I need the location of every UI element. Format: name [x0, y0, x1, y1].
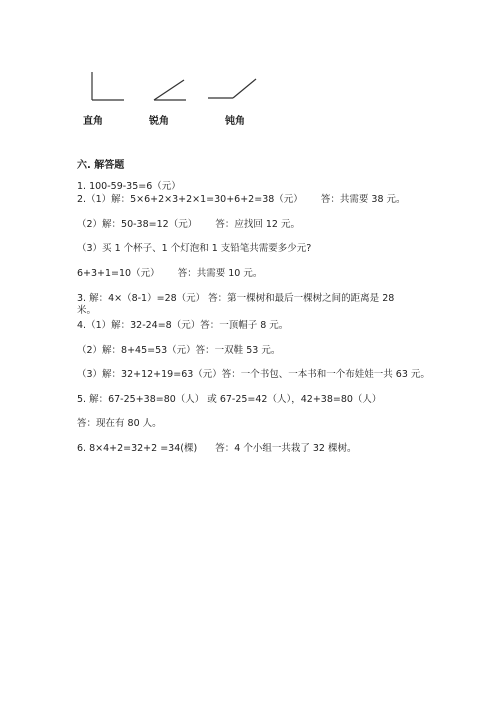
answer-line-11: 答：现在有 80 人。: [77, 418, 162, 429]
answer-line-6: 3. 解：4×（8-1）=28（元） 答：第一棵树和最后一棵树之间的距离是 28 米。: [77, 293, 395, 316]
right-angle-figure: [92, 72, 124, 100]
right-angle-label: 直角: [83, 116, 103, 127]
answer-line-10: 5. 解：67-25+38=80（人） 或 67-25=42（人），42+38=80（人）: [77, 394, 382, 405]
obtuse-angle-figure: [208, 79, 256, 98]
answer-line-9: （3）解：32+12+19=63（元）答：一个书包、一本书和一个布娃娃一共 63 元。: [77, 369, 430, 380]
answer-line-8: （2）解：8+45=53（元）答：一双鞋 53 元。: [77, 345, 281, 356]
answer-line-1: 1. 100-59-35=6（元）: [77, 181, 181, 192]
acute-angle-figure: [154, 80, 186, 100]
answer-line-4: （3）买 1 个杯子、1 个灯泡和 1 支铅笔共需要多少元?: [77, 243, 312, 254]
answer-line-5: 6+3+1=10（元） 答：共需要 10 元。: [77, 268, 263, 279]
answer-line-7: 4.（1）解：32-24=8（元）答：一顶帽子 8 元。: [77, 320, 289, 331]
section-title: 六. 解答题: [77, 160, 125, 171]
obtuse-angle-label: 钝角: [225, 116, 245, 127]
answer-line-12: 6. 8×4+2=32+2 =34(棵) 答：4 个小组一共栽了 32 棵树。: [77, 443, 357, 454]
acute-angle-label: 锐角: [149, 116, 169, 127]
answer-line-3: （2）解：50-38=12（元） 答：应找回 12 元。: [77, 219, 300, 230]
answer-line-2: 2.（1）解：5×6+2×3+2×1=30+6+2=38（元） 答：共需要 38 元。: [77, 194, 406, 205]
angle-figures: [0, 0, 500, 140]
